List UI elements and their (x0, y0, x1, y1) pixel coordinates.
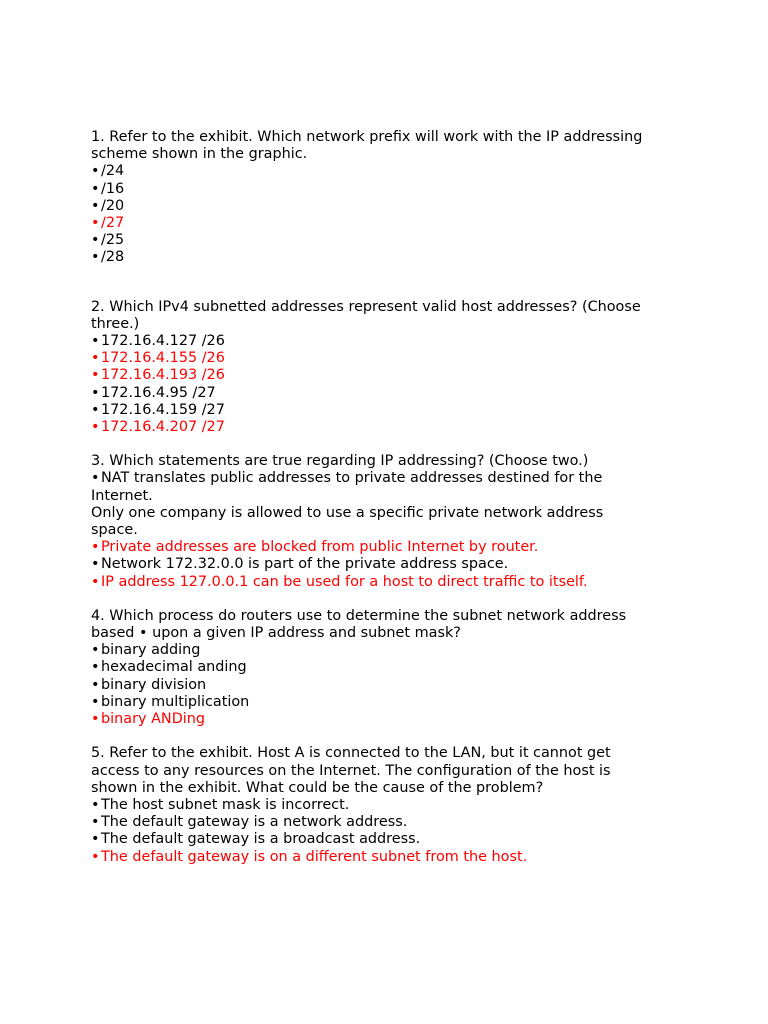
answer-option-text: hexadecimal anding (101, 659, 247, 676)
answer-option-text: The default gateway is a broadcast address. (101, 831, 421, 848)
bullet-icon: • (91, 796, 100, 813)
bullet-icon: • (91, 215, 100, 232)
bullet-icon: • (91, 556, 100, 573)
answer-option (91, 659, 691, 676)
bullet-icon: • (91, 180, 100, 197)
answer-option-text: binary ANDing (101, 711, 206, 728)
answer-option (91, 797, 691, 814)
bullet-icon: • (91, 367, 100, 384)
answer-option-text: The host subnet mask is incorrect. (101, 796, 350, 813)
answer-option-text: IP address 127.0.0.1 can be used for a host to direct traffic to itself. (101, 573, 588, 590)
answer-option-text: 172.16.4.159 /27 (101, 401, 225, 418)
answer-option (91, 163, 691, 180)
correct-answer-option (91, 350, 691, 367)
answer-option-text: The default gateway is a network address. (101, 814, 408, 831)
bullet-icon: • (91, 831, 100, 848)
bullet-icon: • (91, 384, 100, 401)
question-5 (91, 745, 691, 865)
answer-option-text: NAT translates public addresses to private addresses destined for the (101, 470, 603, 487)
answer-option-text: binary division (101, 676, 207, 693)
answer-option-text: /20 (101, 197, 125, 214)
bullet-icon: • (91, 232, 100, 249)
answer-option-text: binary adding (101, 642, 201, 659)
answer-option-continuation (91, 488, 691, 505)
question-1-stem-line-1: 1. Refer to the exhibit. Which network prefix will work with the IP addressing (91, 129, 643, 145)
bullet-icon: • (91, 249, 100, 266)
question-4-stem-line-2: based • upon a given IP address and subnet mask? (91, 625, 461, 642)
correct-answer-option (91, 849, 691, 866)
answer-option (91, 249, 691, 266)
bullet-icon: • (91, 163, 100, 180)
correct-answer-option (91, 539, 691, 556)
answer-option (91, 181, 691, 198)
answer-option (91, 385, 691, 402)
bullet-icon: • (91, 401, 100, 418)
answer-option (91, 831, 691, 848)
answer-option-text: 172.16.4.207 /27 (101, 419, 225, 436)
answer-option-text: /16 (101, 180, 125, 197)
bullet-icon: • (91, 333, 100, 350)
bullet-icon: • (91, 539, 100, 556)
bullet-icon: • (91, 814, 100, 831)
answer-option-text: binary multiplication (101, 693, 250, 710)
answer-option-text: Only one company is allowed to use a specific private network address (91, 504, 604, 521)
answer-option (91, 556, 691, 573)
question-2-stem-line-1: 2. Which IPv4 subnetted addresses represent valid host addresses? (Choose (91, 298, 641, 315)
answer-option (91, 333, 691, 350)
bullet-icon: • (91, 197, 100, 214)
answer-option-text: /27 (101, 215, 125, 232)
question-5-stem-line-1: 5. Refer to the exhibit. Host A is connected to the LAN, but it cannot get (91, 745, 611, 762)
bullet-icon: • (91, 659, 100, 676)
answer-option (91, 470, 691, 487)
correct-answer-option (91, 419, 691, 436)
bullet-icon: • (91, 419, 100, 436)
bullet-icon: • (91, 470, 100, 487)
question-5-stem-line-3: shown in the exhibit. What could be the cause of the problem? (91, 779, 544, 796)
bullet-icon: • (91, 848, 100, 865)
answer-option (91, 505, 691, 522)
bullet-icon: • (91, 711, 100, 728)
answer-option (91, 232, 691, 249)
correct-answer-option (91, 711, 691, 728)
bullet-icon: • (91, 693, 100, 710)
bullet-icon: • (91, 642, 100, 659)
answer-option-continuation (91, 522, 691, 539)
answer-option-text: Private addresses are blocked from public Internet by router. (101, 539, 539, 556)
answer-option-text: 172.16.4.127 /26 (101, 333, 225, 350)
answer-option-text: 172.16.4.193 /26 (101, 367, 225, 384)
answer-option-text: /25 (101, 232, 125, 249)
question-2-stem-line-2: three.) (91, 315, 140, 332)
quiz-document (91, 129, 691, 866)
correct-answer-option (91, 367, 691, 384)
answer-option-text: 172.16.4.155 /26 (101, 350, 225, 367)
answer-option-text: 172.16.4.95 /27 (101, 384, 216, 401)
answer-option-text: space. (91, 522, 138, 539)
question-5-stem-line-2: access to any resources on the Internet. The configuration of the host is (91, 762, 611, 779)
answer-option (91, 402, 691, 419)
answer-option-text: The default gateway is on a different subnet from the host. (101, 848, 528, 865)
question-1 (91, 129, 691, 267)
question-3-stem-line-1: 3. Which statements are true regarding IP addressing? (Choose two.) (91, 453, 589, 470)
answer-option (91, 677, 691, 694)
answer-option-text: Network 172.32.0.0 is part of the private address space. (101, 556, 509, 573)
answer-option (91, 694, 691, 711)
bullet-icon: • (91, 676, 100, 693)
correct-answer-option (91, 215, 691, 232)
answer-option (91, 642, 691, 659)
question-4 (91, 608, 691, 728)
correct-answer-option (91, 574, 691, 591)
answer-option (91, 814, 691, 831)
question-2 (91, 299, 691, 437)
question-1-stem-line-2: scheme shown in the graphic. (91, 146, 308, 163)
answer-option-text: /24 (101, 163, 125, 180)
bullet-icon: • (91, 573, 100, 590)
bullet-icon: • (91, 350, 100, 367)
question-3 (91, 453, 691, 591)
answer-option-text: Internet. (91, 487, 153, 504)
answer-option-text: /28 (101, 249, 125, 266)
question-4-stem-line-1: 4. Which process do routers use to determine the subnet network address (91, 607, 627, 624)
answer-option (91, 198, 691, 215)
